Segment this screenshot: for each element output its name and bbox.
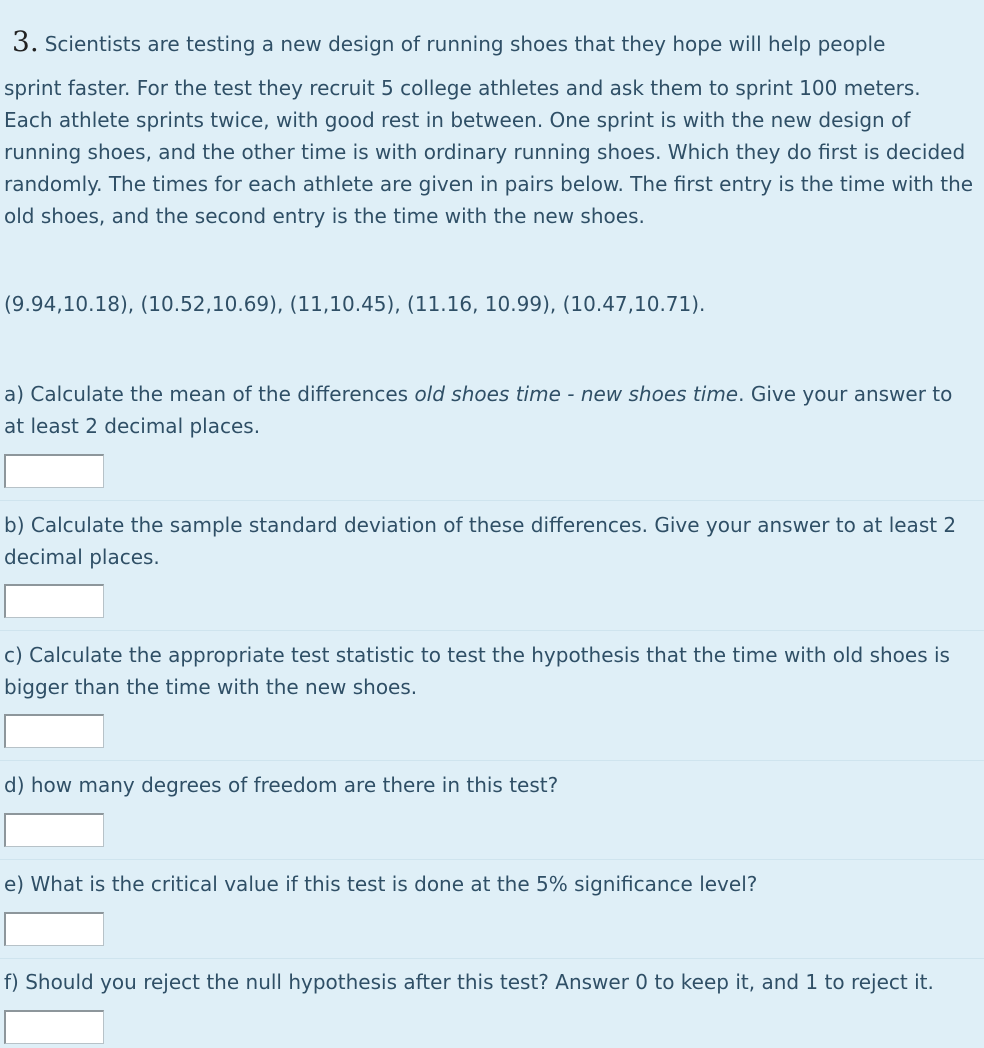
part-b-answer-input[interactable] [4,584,104,618]
question-number: 3. [12,25,39,58]
part-a-emphasis: old shoes time - new shoes time [414,382,739,406]
part-f-text: f) Should you reject the null hypothesis after this test? Answer 0 to keep it, and 1 to reject it. [4,970,934,994]
part-d-text: d) how many degrees of freedom are there in this test? [4,773,559,797]
part-f-answer-input[interactable] [4,1010,104,1044]
part-b-text: b) Calculate the sample standard deviation of these differences. Give your answer to at least 2 decimal places. [4,513,957,569]
question-first-line: Scientists are testing a new design of running shoes that they hope will help people [44,32,886,56]
part-d-answer-input[interactable] [4,813,104,847]
part-e-answer-input[interactable] [4,912,104,946]
divider [0,958,984,959]
part-a-answer-input[interactable] [4,454,104,488]
part-a-prefix: a) Calculate the mean of the differences [4,382,415,406]
question-body: sprint faster. For the test they recruit 5 college athletes and ask them to sprint 100 meters. Each athlete sprints twice, with good rest in between. One sprint is with the new design of running shoes, and the other time is with ordinary running shoes. Which they do first is decided randomly. The times for each athlete are given in pairs below. The first entry is the time with the old shoes, and the second entry is the time with the new shoes. [4,76,974,228]
data-pairs: (9.94,10.18), (10.52,10.69), (11,10.45), (11.16, 10.99), (10.47,10.71). [4,292,706,316]
part-a-suffix: . Give your answer to at least 2 decimal places. [4,382,953,438]
part-e-text: e) What is the critical value if this test is done at the 5% significance level? [4,872,758,896]
divider [0,500,984,501]
part-c-answer-input[interactable] [4,714,104,748]
divider [0,630,984,631]
part-a-text [4,378,974,442]
part-c-text: c) Calculate the appropriate test statistic to test the hypothesis that the time with old shoes is bigger than the time with the new shoes. [4,643,950,699]
question-header [4,24,974,62]
divider [0,859,984,860]
divider [0,760,984,761]
